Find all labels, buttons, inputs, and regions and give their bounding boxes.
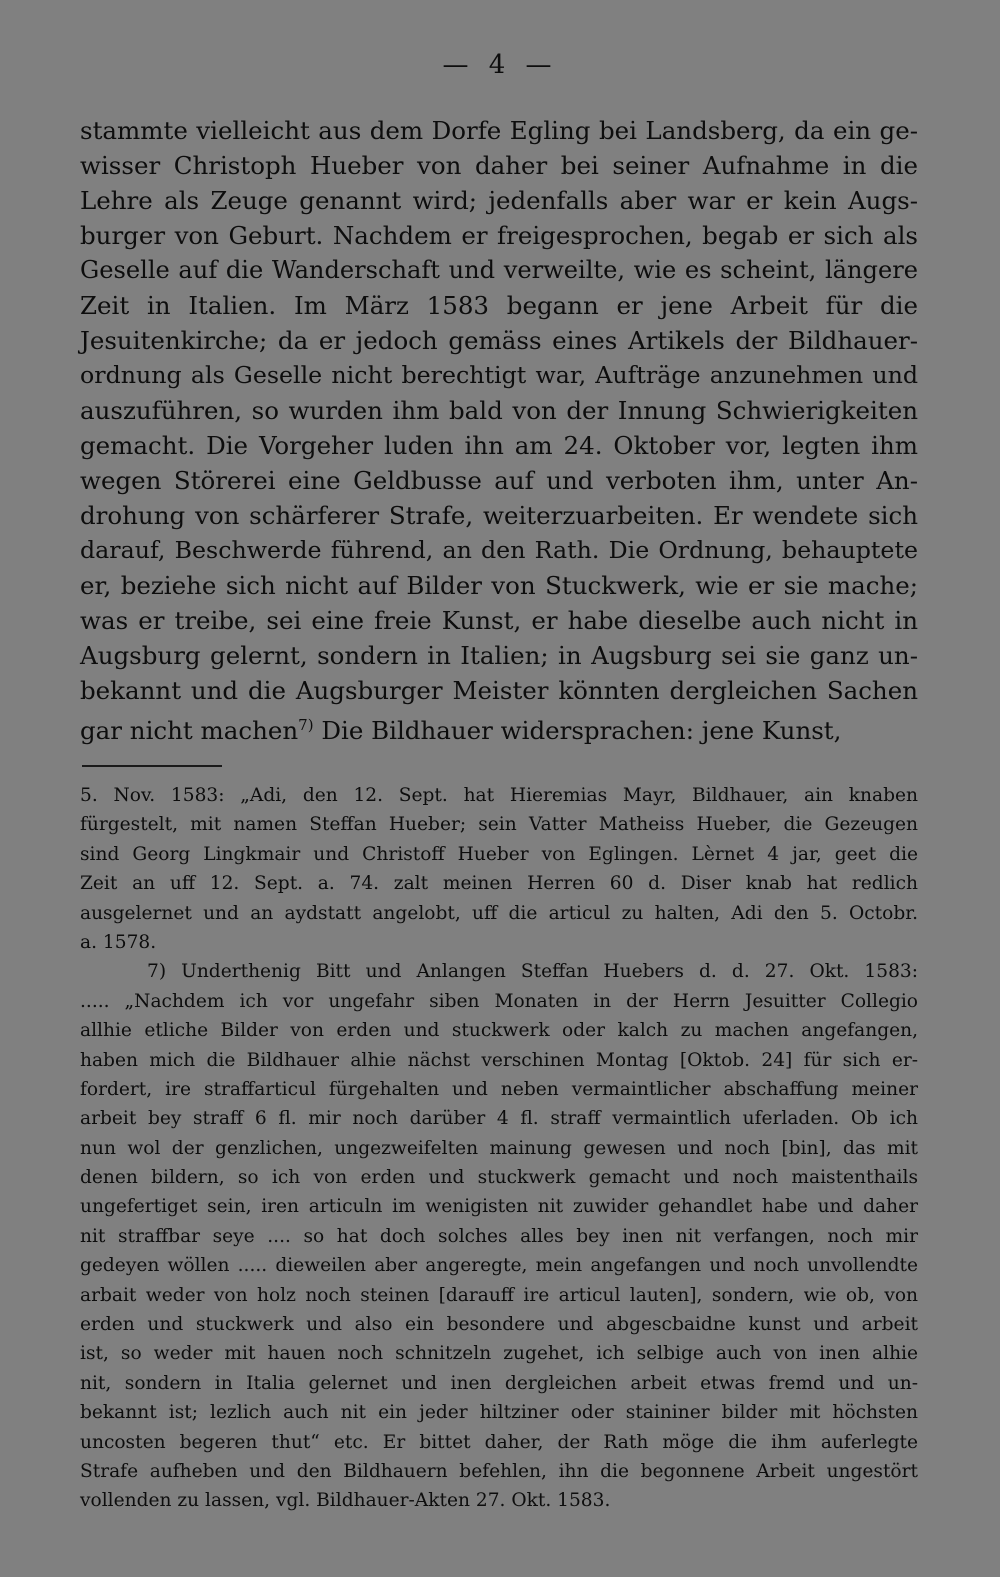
footnote-ref: 7) <box>298 716 314 734</box>
text-line: drohung von schärferer Strafe, weiterzuarbeiten. Er wendete sich <box>80 501 918 530</box>
footnote-line: ausgelernet und an aydstatt angelobt, uff die articul zu halten, Adi den 5. Octobr. <box>80 902 918 924</box>
text-line-last <box>80 708 918 746</box>
page-number: — 4 — <box>442 50 558 80</box>
text-line: Augsburg gelernt, sondern in Italien; in Augsburg sei sie ganz un- <box>80 641 918 670</box>
text-line: Lehre als Zeuge genannt wird; jedenfalls aber war er kein Augs- <box>80 186 918 215</box>
footnote-line: fordert, ire straffarticul fürgehalten und neben vermaintlicher abschaffung meiner <box>80 1078 918 1100</box>
footnote-line: ist, so weder mit hauen noch schnitzeln zugehet, ich selbige auch von inen alhie <box>80 1343 918 1365</box>
text-line: Zeit in Italien. Im März 1583 begann er jene Arbeit für die <box>80 291 918 320</box>
text-line: wisser Christoph Hueber von daher bei seiner Aufnahme in die <box>80 151 918 180</box>
text-line: darauf, Beschwerde führend, an den Rath. Die Ordnung, behauptete <box>80 536 918 564</box>
text-line: was er treibe, sei eine freie Kunst, er habe dieselbe auch nicht in <box>80 606 918 635</box>
footnote-line: a. 1578. <box>80 931 157 953</box>
text-line: er, beziehe sich nicht auf Bilder von Stuckwerk, wie er sie mache; <box>80 571 918 600</box>
footnotes <box>80 781 918 1516</box>
footnote-line: denen bildern, so ich von erden und stuckwerk gemacht und noch maistenthails <box>80 1167 918 1189</box>
footnote-line: vollenden zu lassen, vgl. Bildhauer-Akten 27. Okt. 1583. <box>80 1490 611 1512</box>
main-text <box>80 113 918 746</box>
footnote-line: arbait weder von holz noch steinen [darauff ire articul lauten], sondern, wie ob, von <box>80 1284 918 1306</box>
text-line: auszuführen, so wurden ihm bald von der Innung Schwierigkeiten <box>80 396 918 425</box>
text-line: burger von Geburt. Nachdem er freigesprochen, begab er sich als <box>80 221 918 250</box>
text-line: Geselle auf die Wanderschaft und verweilte, wie es scheint, längere <box>80 256 918 284</box>
footnote-line: 5. Nov. 1583: „Adi, den 12. Sept. hat Hieremias Mayr, Bildhauer, ain knaben <box>80 785 918 806</box>
footnote-line: nit straffbar seye .... so hat doch solches alles bey inen nit verfangen, noch mir <box>80 1225 918 1247</box>
footnote-line: erden und stuckwerk und also ein besondere und abgescbaidne kunst und arbeit <box>80 1314 918 1336</box>
footnote-separator <box>82 765 222 767</box>
footnote-line: fürgestelt, mit namen Steffan Hueber; sein Vatter Matheiss Hueber, die Gezeugen <box>80 814 918 836</box>
text-line-end: Die Bildhauer widersprachen: jene Kunst, <box>313 716 842 746</box>
footnote-line: gedeyen wöllen ..... dieweilen aber angeregte, mein angefangen und noch unvollendte <box>80 1255 918 1277</box>
text-line: Jesuitenkirche; da er jedoch gemäss eines Artikels der Bildhauer- <box>80 326 918 355</box>
footnote-line: ..... „Nachdem ich vor ungefahr siben Monaten in der Herrn Jesuitter Collegio <box>80 990 918 1012</box>
text-line: bekannt und die Augsburger Meister könnten dergleichen Sachen <box>80 676 918 705</box>
footnote-line: nit, sondern in Italia gelernet und inen dergleichen arbeit etwas fremd und un- <box>80 1372 918 1394</box>
text-line: wegen Störerei eine Geldbusse auf und verboten ihm, unter An- <box>80 466 918 495</box>
footnote-line: uncosten begeren thut“ etc. Er bittet daher, der Rath möge die ihm auferlegte <box>80 1431 918 1453</box>
footnote-line: allhie etliche Bilder von erden und stuckwerk oder kalch zu machen angefangen, <box>80 1020 918 1042</box>
footnote-line: arbeit bey straff 6 fl. mir noch darüber 4 fl. straff vermaintlich uferladen. Ob ich <box>80 1108 918 1130</box>
footnote-line: ungefertiget sein, iren articuln im wenigisten nit zuwider gehandlet habe und daher <box>80 1196 918 1218</box>
footnote-line: Zeit an uff 12. Sept. a. 74. zalt meinen Herren 60 d. Diser knab hat redlich <box>80 873 918 895</box>
text-line: ordnung als Geselle nicht berechtigt war, Aufträge anzunehmen und <box>80 361 918 389</box>
footnote-line: haben mich die Bildhauer alhie nächst verschinen Montag [Oktob. 24] für sich er- <box>80 1049 918 1071</box>
text-line-start: gar nicht machen <box>80 716 299 746</box>
footnote-line: sind Georg Lingkmair und Christoff Hueber von Eglingen. Lèrnet 4 jar, geet die <box>80 843 918 865</box>
footnote-line: nun wol der genzlichen, ungezweifelten mainung gewesen und noch [bin], das mit <box>80 1137 918 1159</box>
text-line: gemacht. Die Vorgeher luden ihn am 24. Oktober vor, legten ihm <box>80 431 918 460</box>
footnote-line: Strafe aufheben und den Bildhauern befehlen, ihn die begonnene Arbeit ungestört <box>80 1460 918 1482</box>
text-line: stammte vielleicht aus dem Dorfe Egling bei Landsberg, da ein ge- <box>80 116 918 145</box>
footnote-7-heading: 7) Underthenig Bitt und Anlangen Steffan Huebers d. d. 27. Okt. 1583: <box>147 961 918 983</box>
footnote-line: bekannt ist; lezlich auch nit ein jeder hiltziner oder staininer bilder mit höchsten <box>80 1402 918 1424</box>
